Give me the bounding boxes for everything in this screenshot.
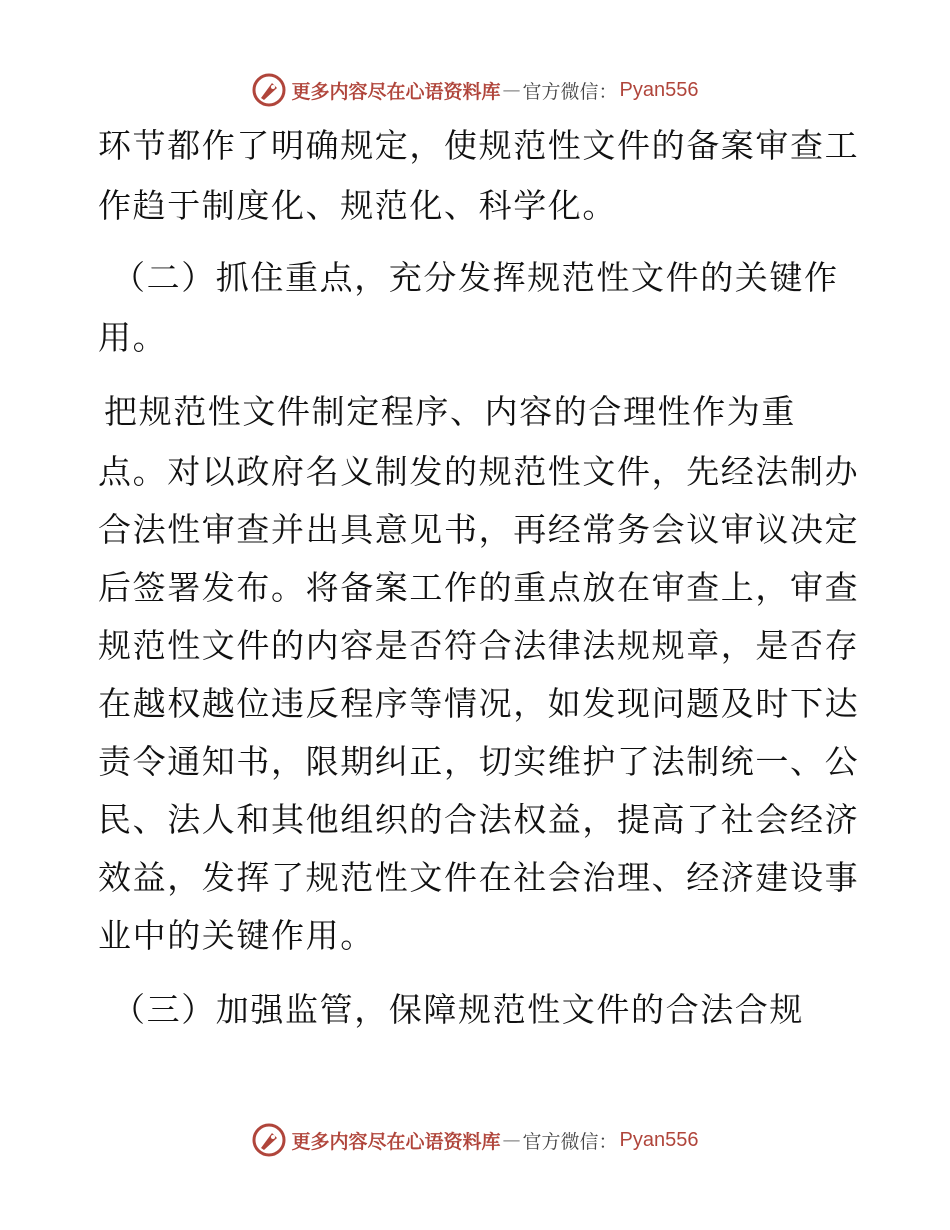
banner-dash: —	[502, 79, 521, 101]
text-line: 环节都作了明确规定，使规范性文件的备案审查工	[98, 126, 860, 165]
text-line: 用。	[98, 318, 168, 357]
text-line: 业中的关键作用。	[98, 916, 375, 955]
text-line: 规范性文件的内容是否符合法律法规规章，是否存	[98, 626, 860, 665]
section-heading: （二）抓住重点，充分发挥规范性文件的关键作	[112, 258, 839, 297]
text-line: 后签署发布。将备案工作的重点放在审查上，审查	[98, 568, 860, 607]
paragraph-start: 把规范性文件制定程序、内容的合理性作为重	[104, 392, 796, 431]
banner-wechat-label: 官方微信：	[522, 1130, 618, 1153]
pen-nib-logo-icon	[252, 1123, 286, 1157]
text-line: 民、法人和其他组织的合法权益，提高了社会经济	[98, 800, 860, 839]
banner-dash: —	[502, 1129, 521, 1151]
banner-wechat-id: Pyan556	[619, 1128, 699, 1151]
text-line: 效益，发挥了规范性文件在社会治理、经济建设事	[98, 858, 860, 897]
banner-title: 更多内容尽在心语资料库	[291, 1130, 501, 1153]
pen-nib-logo-icon	[252, 73, 286, 107]
banner-wechat-id: Pyan556	[619, 78, 699, 101]
text-line: 点。对以政府名义制发的规范性文件，先经法制办	[98, 452, 860, 491]
footer-banner	[0, 1120, 950, 1160]
banner-wechat-label: 官方微信：	[522, 80, 618, 103]
header-banner	[0, 70, 950, 110]
section-heading: （三）加强监管，保障规范性文件的合法合规	[112, 990, 804, 1029]
text-line: 合法性审查并出具意见书，再经常务会议审议决定	[98, 510, 860, 549]
text-line: 作趋于制度化、规范化、科学化。	[98, 186, 617, 225]
banner-title: 更多内容尽在心语资料库	[291, 80, 501, 103]
text-line: 在越权越位违反程序等情况，如发现问题及时下达	[98, 684, 860, 723]
text-line: 责令通知书，限期纠正，切实维护了法制统一、公	[98, 742, 860, 781]
